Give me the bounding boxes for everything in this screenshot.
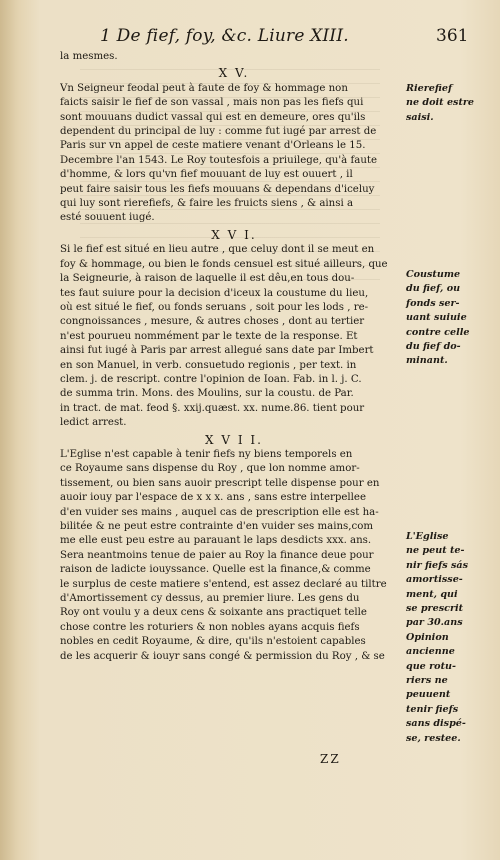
margin-note-line: uant suiuie [406,312,467,324]
text-line: où est situé le fief, ou fonds seruans , soit pour les lods , re- [60,301,369,313]
margin-note-line: saisi. [406,111,434,123]
section-heading: X V I. [211,227,257,242]
margin-note-line: ne peut te- [406,545,465,557]
margin-note-line: L'Eglise [406,531,449,542]
text-line: ce Royaume sans dispense du Roy , que lon nomme amor- [60,463,360,475]
margin-note-line: ment, qui [406,588,458,600]
text-line: faicts saisir le fief de son vassal , mais non pas les fiefs qui [60,97,364,109]
section-heading: X V. [218,66,250,81]
text-line: d'en vuider ses mains , auquel cas de prescription elle est ha- [60,506,379,518]
text-line: congnoissances , mesure, & autres choses , dont au tertier [60,316,365,328]
text-line: de summa trin. Mons. des Moulins, sur la coustu. de Par. [60,388,354,400]
section-16 [60,228,408,431]
running-header: 1 De fief, foy, &c. Liure XIII. [100,26,349,46]
margin-note-line: contre celle [406,326,470,338]
margin-note-line: du fief, ou [406,283,461,295]
body-text [60,50,408,664]
text-line: Vn Seigneur feodal peut à faute de foy & hommage non [60,82,348,94]
margin-note-line: se prescrit [406,603,464,615]
margin-note-line: riers ne [406,675,448,687]
text-line: esté souuent iugé. [60,212,155,224]
margin-note-line: tenir fiefs [406,703,459,715]
section-heading: X V I I. [205,432,263,447]
text-line: d'Amortissement cy dessus, au premier liure. Les gens du [60,593,360,605]
margin-note-line: par 30.ans [406,617,463,629]
section-15 [60,66,408,225]
margin-note-line: ne doit estre [406,97,475,109]
text-line: en son Manuel, in verb. consuetudo regionis , per text. in [60,359,357,371]
margin-note-line: peuuent [406,689,451,701]
text-line: nobles en cedit Royaume, & dire, qu'ils n'estoient capables [60,636,366,648]
text-line: la mesmes. [60,51,118,62]
text-line: Sera neantmoins tenue de paier au Roy la finance deue pour [60,549,374,561]
margin-note-line: sans dispé- [406,718,466,730]
text-line: Decembre l'an 1543. Le Roy toutesfois a priuilege, qu'à faute [60,154,378,166]
text-line: sont mouuans dudict vassal qui est en demeure, ores qu'ils [60,111,366,123]
text-line: raison de ladicte iouyssance. Quelle est la finance,& comme [60,564,371,576]
text-line: tes faut suiure pour la decision d'iceux la coustume du lieu, [60,287,369,299]
margin-note-line: amortisse- [406,574,463,586]
text-line: dependent du principal de luy : comme fut iugé par arrest de [60,126,377,138]
text-line: ainsi fut iugé à Paris par arrest allegué sans date par Imbert [60,345,374,357]
text-line: chose contre les roturiers & non nobles ayans acquis fiefs [60,621,360,633]
text-line: de les acquerir & iouyr sans congé & permission du Roy , & se [60,650,385,662]
margin-note-line: fonds ser- [406,297,460,309]
margin-note-eglise [406,530,486,746]
section-0 [60,50,408,64]
text-line: d'homme, & lors qu'vn fief mouuant de luy est ouuert , il [60,169,353,181]
text-line: clem. j. de rescript. contre l'opinion de Ioan. Fab. in l. j. C. [60,373,362,385]
margin-note-line: Rierefief [406,83,453,94]
page-number: 361 [436,26,469,46]
margin-note-line: du fief do- [406,341,461,353]
text-line: L'Eglise n'est capable à tenir fiefs ny biens temporels en [60,448,353,460]
margin-note-line: nir fiefs sás [406,559,468,571]
margin-note-line: Coustume [406,269,461,280]
margin-note-rierefief [406,82,486,125]
text-line: auoir iouy par l'espace de x x x. ans , sans estre interpellee [60,492,366,504]
text-line: le surplus de ceste matiere s'entend, est assez declaré au tiltre [60,578,387,590]
text-line: n'est pourueu nommément par le texte de la response. Et [60,330,358,342]
margin-note-coustume [406,268,486,369]
margin-note-line: ancienne [406,646,455,658]
text-line: bilitée & ne peut estre contrainte d'en vuider ses mains,com [60,521,373,532]
text-line: la Seigneurie, à raison de laquelle il est dêu,en tous dou- [60,273,355,285]
text-line: Si le fief est situé en lieu autre , que celuy dont il se meut en [60,244,375,256]
text-line: foy & hommage, ou bien le fonds censuel est situé ailleurs, que [60,258,388,270]
margin-note-line: Opinion [406,631,449,643]
text-line: Roy ont voulu y a deux cens & soixante ans practiquet telle [60,607,367,619]
text-line: qui luy sont rierefiefs, & faire les fruicts siens , & ainsi a [60,198,354,210]
margin-note-line: minant. [406,355,448,367]
catchword: ZZ [320,752,341,766]
text-line: me elle eust peu estre au parauant le laps desdicts xxx. ans. [60,535,372,547]
section-17 [60,433,408,665]
text-line: ledict arrest. [60,417,127,429]
text-line: tissement, ou bien sans auoir prescript telle dispense pour en [60,477,380,489]
margin-note-line: se, restee. [406,732,461,744]
text-line: peut faire saisir tous les fiefs mouuans & dependans d'iceluy [60,183,375,195]
text-line: Paris sur vn appel de ceste matiere venant d'Orleans le 15. [60,140,366,152]
text-line: in tract. de mat. feod §. xxij.quæst. xx. nume.86. tient pour [60,402,365,414]
margin-note-line: que rotu- [406,660,456,672]
